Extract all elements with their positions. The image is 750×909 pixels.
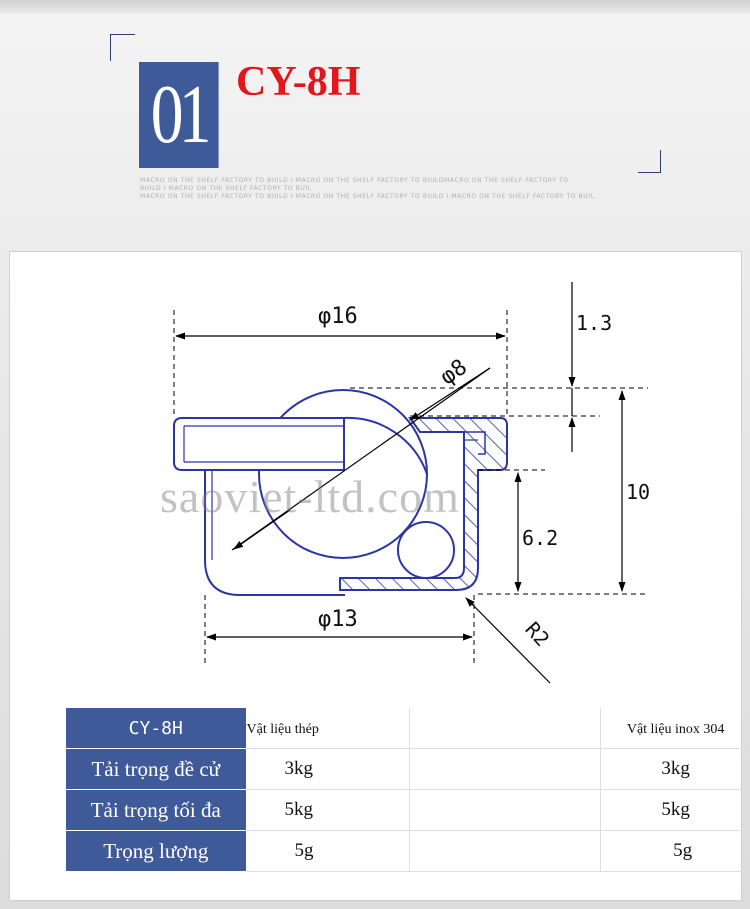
label-body-height: 6.2 bbox=[522, 526, 559, 550]
label-radius: R2 bbox=[520, 617, 555, 652]
row-label: Trọng lượng bbox=[66, 831, 246, 872]
label-ball-diameter: φ8 bbox=[435, 354, 472, 391]
header-steel: Vật liệu thép bbox=[246, 722, 319, 737]
section-number: 01 bbox=[139, 62, 219, 168]
row-value-steel: 5kg bbox=[246, 790, 410, 831]
row-label: Tải trọng tối đa bbox=[66, 790, 246, 831]
row-value-inox: 3kg bbox=[601, 749, 750, 790]
label-total-height: 10 bbox=[626, 480, 651, 504]
model-title: CY-8H bbox=[236, 59, 361, 105]
row-value-inox: 5g bbox=[601, 831, 750, 872]
header-empty bbox=[410, 708, 601, 749]
support-ball bbox=[398, 522, 454, 578]
watermark-text: saoviet-ltd.com bbox=[160, 471, 460, 522]
table-row bbox=[66, 790, 750, 831]
tagline-line-3: MACRO ON THE SHELF FACTORY TO BUILD I MACRO ON THE SHELF FACTORY TO BUILD I MACRO ON THE SHELF FACTORY TO BUIL bbox=[140, 193, 595, 200]
tagline-line-1: MACRO ON THE SHELF FACTORY TO BUILD I MACRO ON THE SHELF FACTORY TO BUILDMACRO ON THE SHELF FACTORY TO bbox=[140, 177, 569, 184]
row-value-inox: 5kg bbox=[601, 790, 750, 831]
row-label: Tải trọng đề cử bbox=[66, 749, 246, 790]
spec-table bbox=[66, 708, 750, 872]
label-base-diameter: φ13 bbox=[318, 607, 358, 632]
table-model-cell: CY-8H bbox=[66, 708, 246, 749]
label-top-protrusion: 1.3 bbox=[576, 311, 613, 335]
table-row bbox=[66, 831, 750, 872]
header-inox: Vật liệu inox 304 bbox=[626, 722, 725, 737]
table-header-row bbox=[66, 708, 750, 749]
label-outer-diameter: φ16 bbox=[318, 304, 358, 329]
tagline-line-2: BUILD I MACRO ON THE SHELF FACTORY TO BUIL bbox=[140, 185, 312, 192]
table-row bbox=[66, 749, 750, 790]
row-value-steel: 3kg bbox=[246, 749, 410, 790]
row-value-steel: 5g bbox=[246, 831, 410, 872]
